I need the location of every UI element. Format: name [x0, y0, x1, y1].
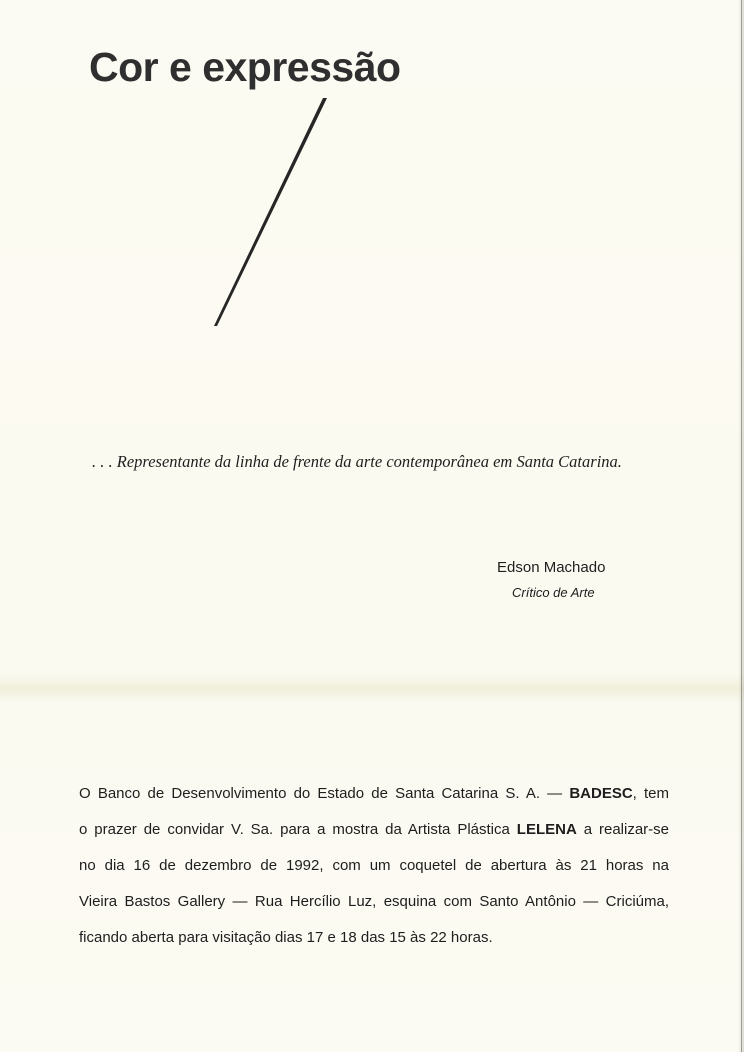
invitation-line: Vieira Bastos Gallery — Rua Hercílio Luz, esquina com Santo Antônio — Criciúma,	[79, 893, 669, 910]
invitation-line-text: O Banco de Desenvolvimento do Estado de Santa Catarina S. A. —	[79, 785, 570, 802]
invitation-text	[79, 779, 669, 959]
invitation-line	[79, 779, 669, 815]
slash-stroke	[214, 98, 327, 326]
invitation-line-text: o prazer de convidar V. Sa. para a mostra da Artista Plástica	[79, 821, 517, 838]
organization-name: BADESC	[569, 785, 633, 802]
critic-quote: . . . Representante da linha de frente da arte contemporânea em Santa Catarina.	[92, 452, 622, 471]
invitation-line: no dia 16 de dezembro de 1992, com um coquetel de abertura às 21 horas na	[79, 857, 669, 874]
invitation-line	[79, 815, 669, 851]
quote-author-role: Crítico de Arte	[512, 585, 595, 600]
page-title: Cor e expressão	[89, 44, 401, 90]
invitation-line-text: , tem	[632, 785, 670, 802]
invitation-line-text: a realizar-se	[576, 821, 669, 838]
artist-name: LELENA	[516, 821, 577, 838]
invitation-line: ficando aberta para visitação dias 17 e 18 das 15 às 22 horas.	[79, 929, 493, 946]
quote-author-name: Edson Machado	[497, 559, 606, 576]
